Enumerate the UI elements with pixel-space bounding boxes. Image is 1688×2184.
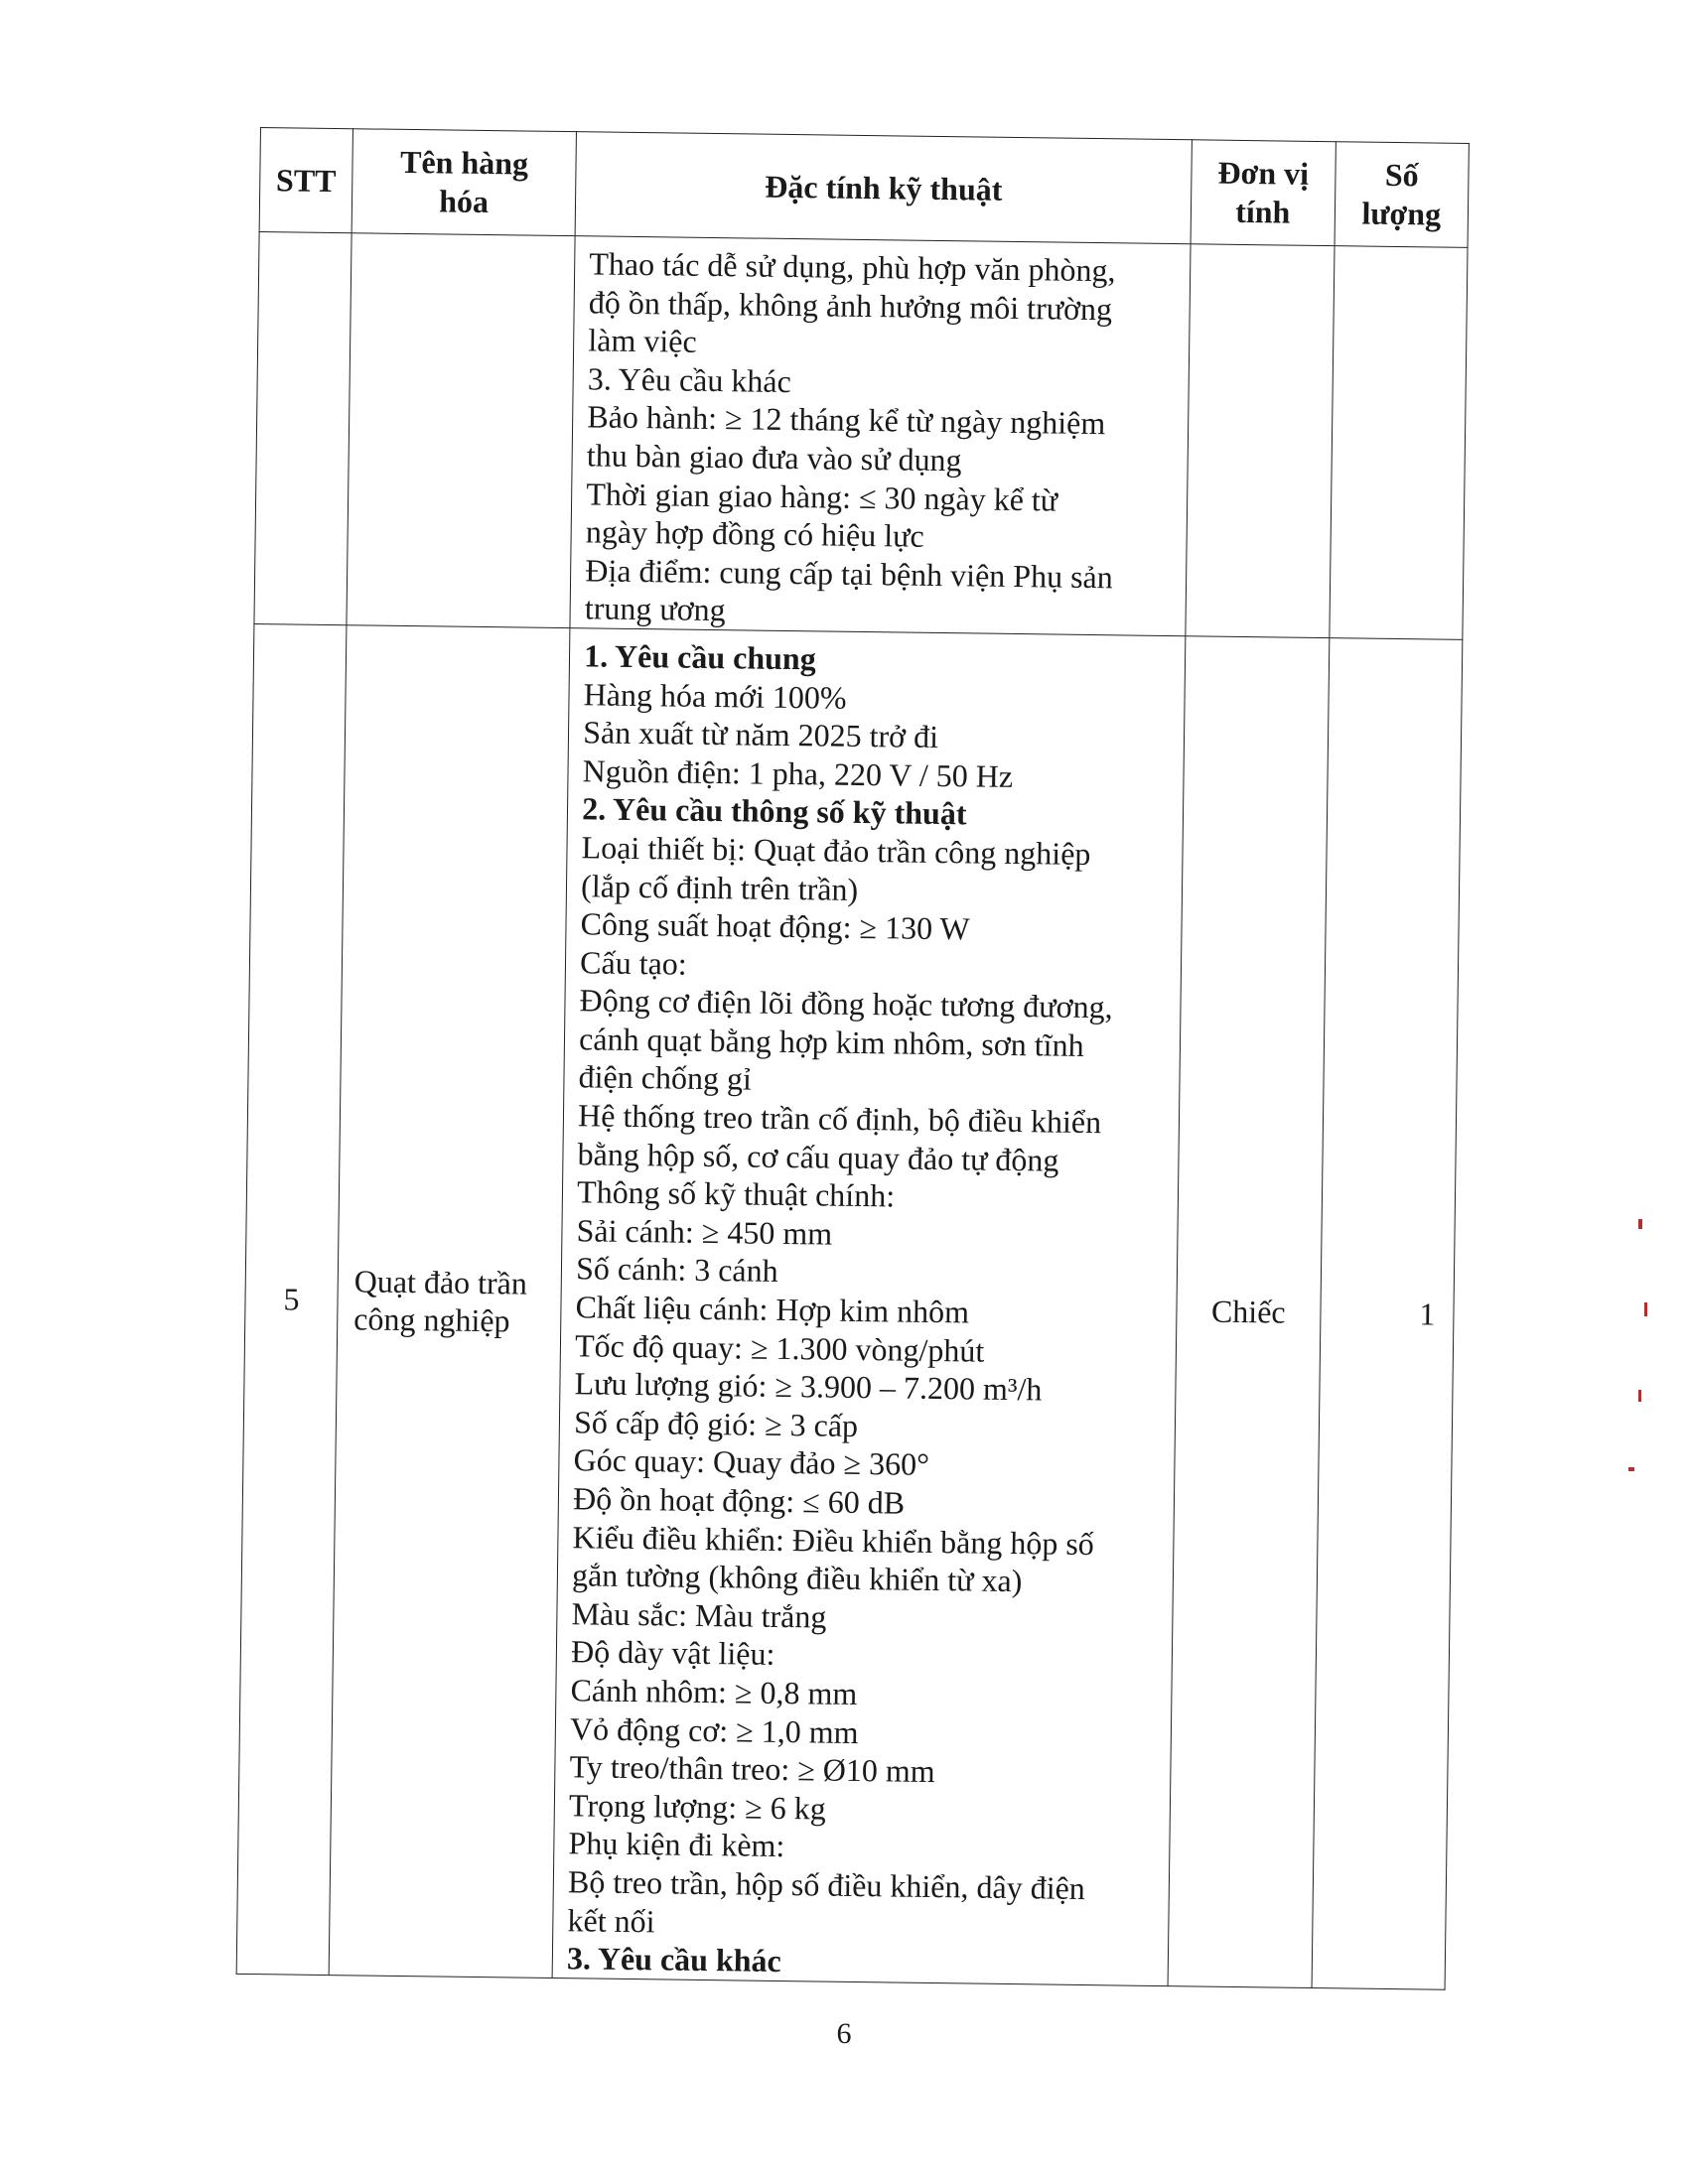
header-unit bbox=[1191, 140, 1336, 246]
item-qty-cell bbox=[1312, 638, 1463, 1989]
item-name-line1: Quạt đảo trần bbox=[353, 1263, 528, 1301]
continued-unit-cell bbox=[1186, 244, 1335, 638]
header-qty-line2: lượng bbox=[1361, 195, 1442, 232]
item-name-cell bbox=[329, 625, 570, 1979]
scan-artifact bbox=[1644, 1302, 1647, 1316]
continued-name-cell bbox=[347, 233, 575, 628]
header-qty bbox=[1335, 142, 1470, 248]
spec-line: Hàng hóa mới 100% bbox=[583, 675, 847, 716]
item-spec-cell bbox=[552, 628, 1186, 1986]
spec-line: Động cơ điện lõi đồng hoặc tương đương, bbox=[579, 982, 1113, 1025]
spec-line: Lưu lượng gió: ≥ 3.900 – 7.200 m³/h bbox=[574, 1365, 1043, 1408]
spec-line: Độ dày vật liệu: bbox=[570, 1633, 775, 1673]
spec-line: Địa điểm: cung cấp tại bệnh viện Phụ sản bbox=[585, 552, 1113, 596]
spec-section-heading: 2. Yêu cầu thông số kỹ thuật bbox=[581, 790, 967, 832]
header-unit-line2: tính bbox=[1235, 193, 1291, 230]
spec-section-heading: 1. Yêu cầu chung bbox=[583, 637, 816, 677]
header-stt bbox=[259, 128, 352, 233]
header-spec-label: Đặc tính kỹ thuật bbox=[765, 168, 1003, 207]
spec-section-heading: 3. Yêu cầu khác bbox=[566, 1940, 781, 1979]
spec-line: Thông số kỹ thuật chính: bbox=[576, 1173, 896, 1214]
spec-line: làm việc bbox=[588, 322, 697, 359]
spec-line: Công suất hoạt động: ≥ 130 W bbox=[580, 905, 970, 947]
spec-line: Chất liệu cánh: Hợp kim nhôm bbox=[575, 1289, 970, 1330]
header-spec bbox=[575, 132, 1192, 244]
continued-spec-cell bbox=[570, 236, 1191, 636]
header-stt-label: STT bbox=[275, 162, 337, 200]
spec-line: Ty treo/thân treo: ≥ Ø10 mm bbox=[569, 1748, 935, 1790]
spec-line: Cánh nhôm: ≥ 0,8 mm bbox=[570, 1672, 858, 1711]
spec-line: độ ồn thấp, không ảnh hưởng môi trường bbox=[588, 283, 1113, 327]
spec-table bbox=[236, 127, 1470, 1990]
item-quantity: 1 bbox=[1419, 1296, 1436, 1332]
spec-line: (lắp cố định trên trần) bbox=[580, 867, 859, 907]
spec-line: Vỏ động cơ: ≥ 1,0 mm bbox=[569, 1709, 859, 1750]
spec-line: Góc quay: Quay đảo ≥ 360° bbox=[573, 1441, 930, 1483]
item-name-line2: công nghiệp bbox=[353, 1300, 510, 1339]
header-name-line1: Tên hàng bbox=[399, 144, 529, 182]
spec-line: Màu sắc: Màu trắng bbox=[571, 1595, 827, 1635]
spec-line: Sải cánh: ≥ 450 mm bbox=[576, 1212, 833, 1252]
spec-line: Độ ồn hoạt động: ≤ 60 dB bbox=[572, 1480, 906, 1521]
header-unit-line1: Đơn vị bbox=[1217, 155, 1310, 193]
spec-line: Số cấp độ gió: ≥ 3 cấp bbox=[573, 1404, 859, 1443]
spec-line: trung ương bbox=[584, 590, 726, 628]
scan-artifact bbox=[1638, 1219, 1642, 1229]
spec-line: Thao tác dễ sử dụng, phù hợp văn phòng, bbox=[589, 245, 1116, 289]
spec-line: Loại thiết bị: Quạt đảo trần công nghiệp bbox=[581, 829, 1091, 872]
continued-row bbox=[254, 231, 1468, 639]
spec-line: 3. Yêu cầu khác bbox=[587, 360, 792, 399]
spec-line: Số cánh: 3 cánh bbox=[575, 1250, 778, 1290]
spec-line: Bộ treo trần, hộp số điều khiển, dây điện bbox=[567, 1863, 1086, 1906]
item-stt: 5 bbox=[283, 1281, 300, 1317]
spec-line: gắn tường (không điều khiển từ xa) bbox=[571, 1557, 1023, 1599]
scan-artifact bbox=[1638, 1390, 1641, 1402]
spec-line: điện chống gỉ bbox=[578, 1058, 753, 1098]
spec-line: Thời gian giao hàng: ≤ 30 ngày kể từ bbox=[586, 475, 1058, 518]
spec-line: Tốc độ quay: ≥ 1.300 vòng/phút bbox=[574, 1326, 985, 1369]
header-row bbox=[259, 128, 1469, 248]
header-name-line2: hóa bbox=[438, 183, 490, 220]
spec-line: Phụ kiện đi kèm: bbox=[568, 1825, 785, 1864]
item-row bbox=[236, 623, 1463, 1989]
header-qty-line1: Số bbox=[1384, 157, 1419, 194]
item-unit-cell bbox=[1168, 636, 1329, 1988]
spec-line: Trọng lượng: ≥ 6 kg bbox=[568, 1786, 826, 1827]
header-name bbox=[352, 129, 577, 236]
spec-line: ngày hợp đồng có hiệu lực bbox=[585, 513, 924, 554]
continued-stt-cell bbox=[254, 231, 352, 624]
scan-artifact bbox=[1628, 1467, 1634, 1471]
spec-line: kết nối bbox=[567, 1901, 655, 1939]
continued-qty-cell bbox=[1330, 246, 1469, 640]
item-stt-cell bbox=[236, 623, 347, 1975]
spec-line: Bảo hành: ≥ 12 tháng kể từ ngày nghiệm bbox=[587, 398, 1106, 442]
spec-line: cánh quạt bằng hợp kim nhôm, sơn tĩnh bbox=[578, 1021, 1084, 1063]
page-number: 6 bbox=[836, 2017, 852, 2050]
spec-line: Sản xuất từ năm 2025 trở đi bbox=[582, 714, 939, 755]
item-unit: Chiếc bbox=[1210, 1293, 1286, 1330]
spec-line: Nguồn điện: 1 pha, 220 V / 50 Hz bbox=[582, 752, 1014, 794]
spec-line: thu bàn giao đưa vào sử dụng bbox=[586, 437, 962, 478]
spec-line: Cấu tạo: bbox=[579, 943, 687, 982]
spec-line: Hệ thống treo trần cố định, bộ điều khiển bbox=[577, 1097, 1102, 1141]
spec-line: bằng hộp số, cơ cấu quay đảo tự động bbox=[577, 1135, 1059, 1178]
spec-line: Kiểu điều khiển: Điều khiển bằng hộp số bbox=[572, 1518, 1095, 1562]
